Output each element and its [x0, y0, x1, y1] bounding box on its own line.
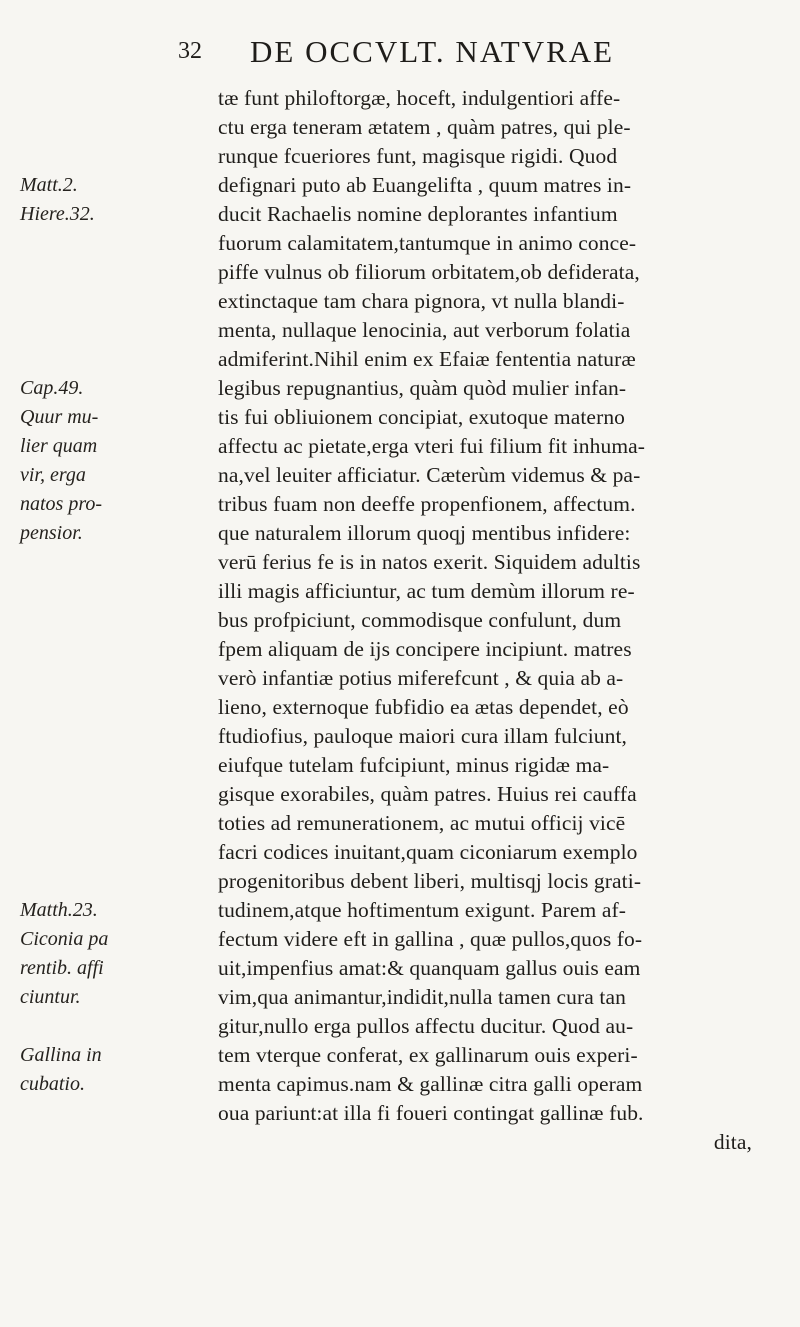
- margin-note-line: Ciconia pa: [20, 928, 109, 950]
- margin-note-line: lier quam: [20, 435, 98, 457]
- text-line: uit,impenfius amat:& quanquam gallus ouis eam: [218, 956, 641, 980]
- text-line: progenitoribus debent liberi, multisqj locis grati-: [218, 869, 642, 893]
- text-line: fpem aliquam de ijs concipere incipiunt. matres: [218, 637, 632, 661]
- text-line: bus profpiciunt, commodisque confulunt, dum: [218, 608, 622, 632]
- text-line: gitur,nullo erga pullos affectu ducitur. Quod au-: [218, 1014, 634, 1038]
- margin-note-line: Gallina in: [20, 1044, 102, 1066]
- margin-note: [20, 171, 190, 229]
- page-header: [178, 34, 738, 74]
- margin-note-line: pensior.: [20, 522, 83, 544]
- text-line: affectu ac pietate,erga vteri fui filium fit inhuma-: [218, 434, 646, 458]
- margin-note-line: rentib. affi: [20, 957, 104, 979]
- margin-note-line: Hiere.32.: [20, 203, 95, 225]
- text-line: ftudiofius, pauloque maiori cura illam fulciunt,: [218, 724, 628, 748]
- margin-note-line: Cap.49.: [20, 377, 84, 399]
- margin-note-line: vir, erga: [20, 464, 86, 486]
- text-line: menta, nullaque lenocinia, aut verborum folatia: [218, 318, 631, 342]
- page-number: 32: [178, 38, 202, 64]
- text-line: fectum videre eft in gallina , quæ pullos,quos fo-: [218, 927, 643, 951]
- text-line: lieno, externoque fubfidio ea ætas dependet, eò: [218, 695, 629, 719]
- margin-note-line: ciuntur.: [20, 986, 81, 1008]
- text-line: ducit Rachaelis nomine deplorantes infantium: [218, 202, 618, 226]
- running-head: DE OCCVLT. NATVRAE: [250, 34, 615, 69]
- text-line: legibus repugnantius, quàm quòd mulier infan-: [218, 376, 627, 400]
- text-line: oua pariunt:at illa fi foueri contingat gallinæ fub.: [218, 1101, 644, 1125]
- margin-note: [20, 1041, 190, 1099]
- text-line: tæ funt philoftorgæ, hoceft, indulgentiori affe-: [218, 86, 621, 110]
- text-line: gisque exorabiles, quàm patres. Huius rei cauffa: [218, 782, 637, 806]
- margin-note-line: Matt.2.: [20, 174, 78, 196]
- text-line: toties ad remunerationem, ac mutui officij vicē: [218, 811, 626, 835]
- text-line: extinctaque tam chara pignora, vt nulla blandi-: [218, 289, 625, 313]
- text-line: defignari puto ab Euangelifta , quum matres in-: [218, 173, 632, 197]
- text-line: na,vel leuiter afficiatur. Cæterùm videmus & pa-: [218, 463, 641, 487]
- margin-note-line: cubatio.: [20, 1073, 85, 1095]
- text-line: admiferint.Nihil enim ex Efaiæ fententia naturæ: [218, 347, 636, 371]
- margin-note-line: Matth.23.: [20, 899, 98, 921]
- text-line: verū ferius fe is in natos exerit. Siquidem adultis: [218, 550, 641, 574]
- text-line: que naturalem illorum quoqj mentibus infidere:: [218, 521, 631, 545]
- text-line: tudinem,atque hoftimentum exigunt. Parem af-: [218, 898, 627, 922]
- text-line: tribus fuam non deeffe propenfionem, affectum.: [218, 492, 636, 516]
- margin-note-line: natos pro-: [20, 493, 103, 515]
- margin-note: [20, 896, 190, 1012]
- text-line: vim,qua animantur,indidit,nulla tamen cura tan: [218, 985, 626, 1009]
- text-line: fuorum calamitatem,tantumque in animo conce-: [218, 231, 637, 255]
- text-line: tis fui obliuionem concipiat, exutoque materno: [218, 405, 626, 429]
- text-line: menta capimus.nam & gallinæ citra galli operam: [218, 1072, 643, 1096]
- text-line: illi magis afficiuntur, ac tum demùm illorum re-: [218, 579, 635, 603]
- text-line: eiufque tutelam fufcipiunt, minus rigidæ ma-: [218, 753, 610, 777]
- text-line: piffe vulnus ob filiorum orbitatem,ob defiderata,: [218, 260, 640, 284]
- text-line: verò infantiæ potius miferefcunt , & quia ab a-: [218, 666, 624, 690]
- text-line: ctu erga teneram ætatem , quàm patres, qui ple-: [218, 115, 631, 139]
- text-line: facri codices inuitant,quam ciconiarum exemplo: [218, 840, 638, 864]
- text-line: tem vterque conferat, ex gallinarum ouis experi-: [218, 1043, 638, 1067]
- margin-note-line: Quur mu-: [20, 406, 99, 428]
- text-line: runque fcueriores funt, magisque rigidi. Quod: [218, 144, 618, 168]
- body-text: [218, 84, 778, 1157]
- margin-note: [20, 374, 190, 548]
- text-line: dita,: [713, 1130, 752, 1154]
